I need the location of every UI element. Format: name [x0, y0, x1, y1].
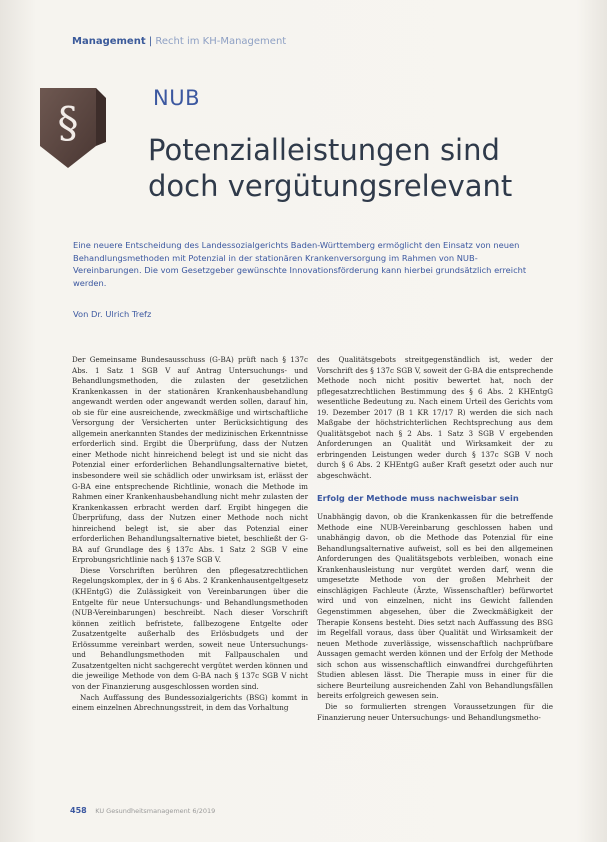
article-overline: NUB — [153, 86, 200, 110]
paragraph: Diese Vorschriften berühren den pflegesatzrechtlichen Regelungskomplex, der in § 6 Abs. 2 Krankenhausentgeltgesetz (KHEntgG) die Zulässigkeit von Vereinbarungen über die Entgelte für neue Untersuchungs- und Behandlungsmethoden (NUB-Vereinbarungen) beschreibt. Nach dieser Vorschrift können zeitlich befristete, fallbezogene Entgelte oder Zusatzentgelte außerhalb des Erlösbudgets und der Erlössumme vereinbart werden, soweit neue Untersuchungs- und Behandlungsmethoden mit Fallpauschalen und Zusatzentgelten nicht sachgerecht vergütet werden können und die jeweilige Methode von dem G-BA nach § 137c SGB V nicht von der Finanzierung ausgeschlossen worden sind. — [72, 565, 308, 691]
page-footer — [70, 806, 215, 815]
magazine-name: KU Gesundheitsmanagement 6/2019 — [95, 807, 216, 815]
article-author: Von Dr. Ulrich Trefz — [73, 309, 152, 319]
section-header: Management | Recht im KH-Management — [72, 36, 287, 47]
subsection-label: Recht im KH-Management — [155, 36, 287, 47]
paragraph: Nach Auffassung des Bundessozialgerichts (BSG) kommt in einem einzelnen Abrechnungsstreit, in dem das Vorhaltung — [72, 692, 308, 713]
paragraph: Unabhängig davon, ob die Krankenkassen für die betreffende Methode eine NUB-Vereinbarung geschlossen haben und unabhängig davon, ob die Methode das Potenzial für eine Behandlungsalternative aufweist, soll es bei den allgemeinen Anforderungen des Qualitätsgebots verbleiben, wonach eine Krankenhausleistung nur vergütet werden darf, wenn die umgesetzte Methode von der großen Mehrheit der einschlägigen Fachleute (Ärzte, Wissenschaftler) befürwortet wird und von einzelnen, nicht ins Gewicht fallenden Gegenstimmen abgesehen, über die Zweckmäßigkeit der Therapie Konsens besteht. Dies setzt nach Auffassung des BSG im Regelfall voraus, dass über Qualität und Wirksamkeit der neuen Methode zuverlässige, wissenschaftlich nachprüfbare Aussagen gemacht werden können und der Erfolg der Methode sich schon aus wissenschaftlich einwandfrei durchgeführten Studien ablesen lässt. Die Therapie muss in einer für die sichere Beurteilung ausreichenden Zahl von Behandlungsfällen bereits erfolgreich gewesen sein. — [317, 512, 553, 701]
page-number: 458 — [70, 806, 87, 815]
article-lead: Eine neuere Entscheidung des Landessozialgerichts Baden-Württemberg ermöglicht den Einsatz von neuen Behandlungsmethoden mit Potenzial in der stationären Krankenversorgung im Rahmen von NUB-Vereinbarungen. Die vom Gesetzgeber gewünschte Innovationsförderung kann hierbei grundsätzlich erreicht werden. — [73, 240, 527, 288]
section-label: Management — [72, 36, 146, 47]
paragraph: Der Gemeinsame Bundesausschuss (G-BA) prüft nach § 137c Abs. 1 Satz 1 SGB V auf Antrag Untersuchungs- und Behandlungsmethoden, die zulasten der gesetzlichen Krankenkassen in der stationären Krankenhausbehandlung angewandt werden oder angewandt werden sollen, darauf hin, ob sie für eine ausreichende, zweckmäßige und wirtschaftliche Versorgung der Versicherten unter Berücksichtigung des allgemein anerkannten Standes der medizinischen Erkenntnisse erforderlich sind. Ergibt die Überprüfung, dass der Nutzen einer Methode nicht hinreichend belegt ist und sie nicht das Potenzial einer erforderlichen Behandlungsalternative bietet, insbesondere weil sie schädlich oder unwirksam ist, erlässt der G-BA eine entsprechende Richtlinie, wonach die Methode im Rahmen einer Krankenhausbehandlung nicht mehr zulasten der Krankenkassen erbracht werden darf. Ergibt hingegen die Überprüfung, dass der Nutzen einer Methode noch nicht hinreichend belegt ist, sie aber das Potenzial einer erforderlichen Behandlungsalternative bietet, beschließt der G-BA auf Grundlage des § 137c Abs. 1 Satz 2 SGB V eine Erprobungsrichtlinie nach § 137e SGB V. — [72, 355, 308, 565]
section-subheading: Erfolg der Methode muss nachweisbar sein — [317, 492, 519, 503]
article-title: Potenzialleistungen sind doch vergütungsrelevant — [148, 133, 513, 204]
paragraph: des Qualitätsgebots streitgegenständlich ist, weder der Vorschrift des § 137c SGB V, soweit der G-BA die entsprechende Methode noch nicht positiv bewertet hat, noch der pflegesatzrechtlichen Bestimmung des § 6 Abs. 2 KHEntgG wesentliche Bedeutung zu. Nach einem Urteil des Gerichts vom 19. Dezember 2017 (B 1 KR 17/17 R) werden die sich nach Maßgabe der höchstrichterlichen Rechtsprechung aus dem Qualitätsgebot nach § 2 Abs. 1 Satz 3 SGB V ergebenden Anforderungen an Qualität und Wirksamkeit der zu erbringenden Leistungen weder durch § 137c SGB V noch durch § 6 Abs. 2 KHEntgG außer Kraft gesetzt oder auch nur abgeschwächt. — [317, 355, 553, 481]
text-column-right — [317, 355, 553, 723]
paragraph: Die so formulierten strengen Voraussetzungen für die Finanzierung neuer Untersuchungs- und Behandlungsmetho- — [317, 701, 553, 722]
svg-text:§: § — [57, 98, 79, 147]
paragraph-icon — [36, 84, 110, 172]
text-column-left — [72, 355, 308, 714]
